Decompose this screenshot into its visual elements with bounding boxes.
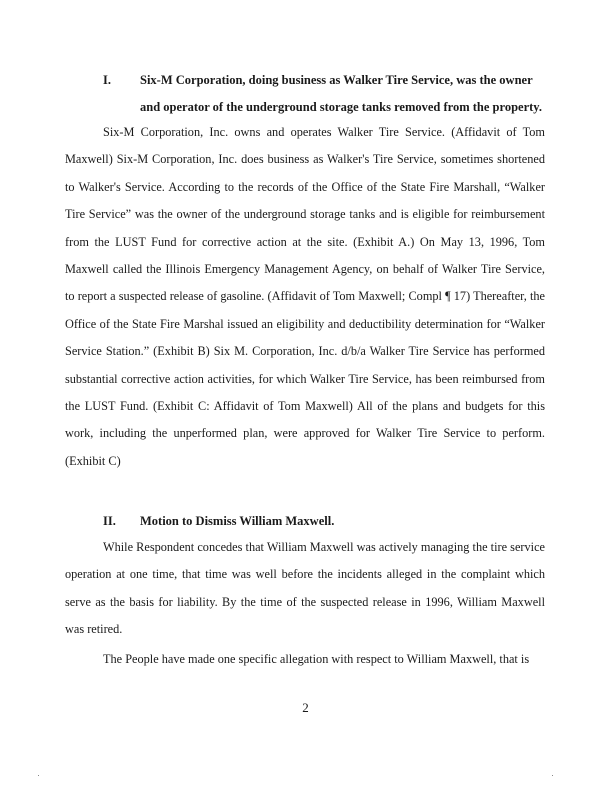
paragraph-william-maxwell-retired: While Respondent concedes that William Maxwell was actively managing the tire service operation at one time, that time was well before the incidents alleged in the complaint which serve as the basis for liability. By the time of the suspected release in 1996, William Maxwell was retired. — [65, 540, 545, 637]
section-1-heading-line-1: Six-M Corporation, doing business as Walker Tire Service, was the owner — [140, 73, 533, 87]
section-2-heading: Motion to Dismiss William Maxwell. — [140, 514, 335, 528]
scan-speck-right — [552, 775, 553, 776]
section-2-number: II. — [103, 514, 116, 528]
page-number: 2 — [302, 700, 309, 715]
paragraph-walker-tire-ownership: Six-M Corporation, Inc. owns and operates Walker Tire Service. (Affidavit of Tom Maxwell) Six-M Corporation, Inc. does business as Walker's Tire Service, sometimes shortened to Walker's Service. According to the records of the Office of the State Fire Marshall, “Walker Tire Service” was the owner of the underground storage tanks and is eligible for reimbursement from the LUST Fund for corrective action at the site. (Exhibit A.) On May 13, 1996, Tom Maxwell called the Illinois Emergency Management Agency, on behalf of Walker Tire Service, to report a suspected release of gasoline. (Affidavit of Tom Maxwell; Compl ¶ 17) Thereafter, the Office of the State Fire Marshal issued an eligibility and deductibility determination for “Walker Service Station.” (Exhibit B) Six M. Corporation, Inc. d/b/a Walker Tire Service has performed substantial corrective action activities, for which Walker Tire Service, has been reimbursed from the LUST Fund. (Exhibit C: Affidavit of Tom Maxwell) All of the plans and budgets for this work, including the unperformed plan, were approved for Walker Tire Service to perform. (Exhibit C) — [65, 125, 545, 468]
section-1-number: I. — [103, 73, 111, 87]
section-1-heading-line-2: and operator of the underground storage tanks removed from the property. — [140, 100, 542, 114]
scan-speck-left — [38, 775, 39, 776]
paragraph-specific-allegation: The People have made one specific allegation with respect to William Maxwell, that is — [103, 652, 530, 666]
